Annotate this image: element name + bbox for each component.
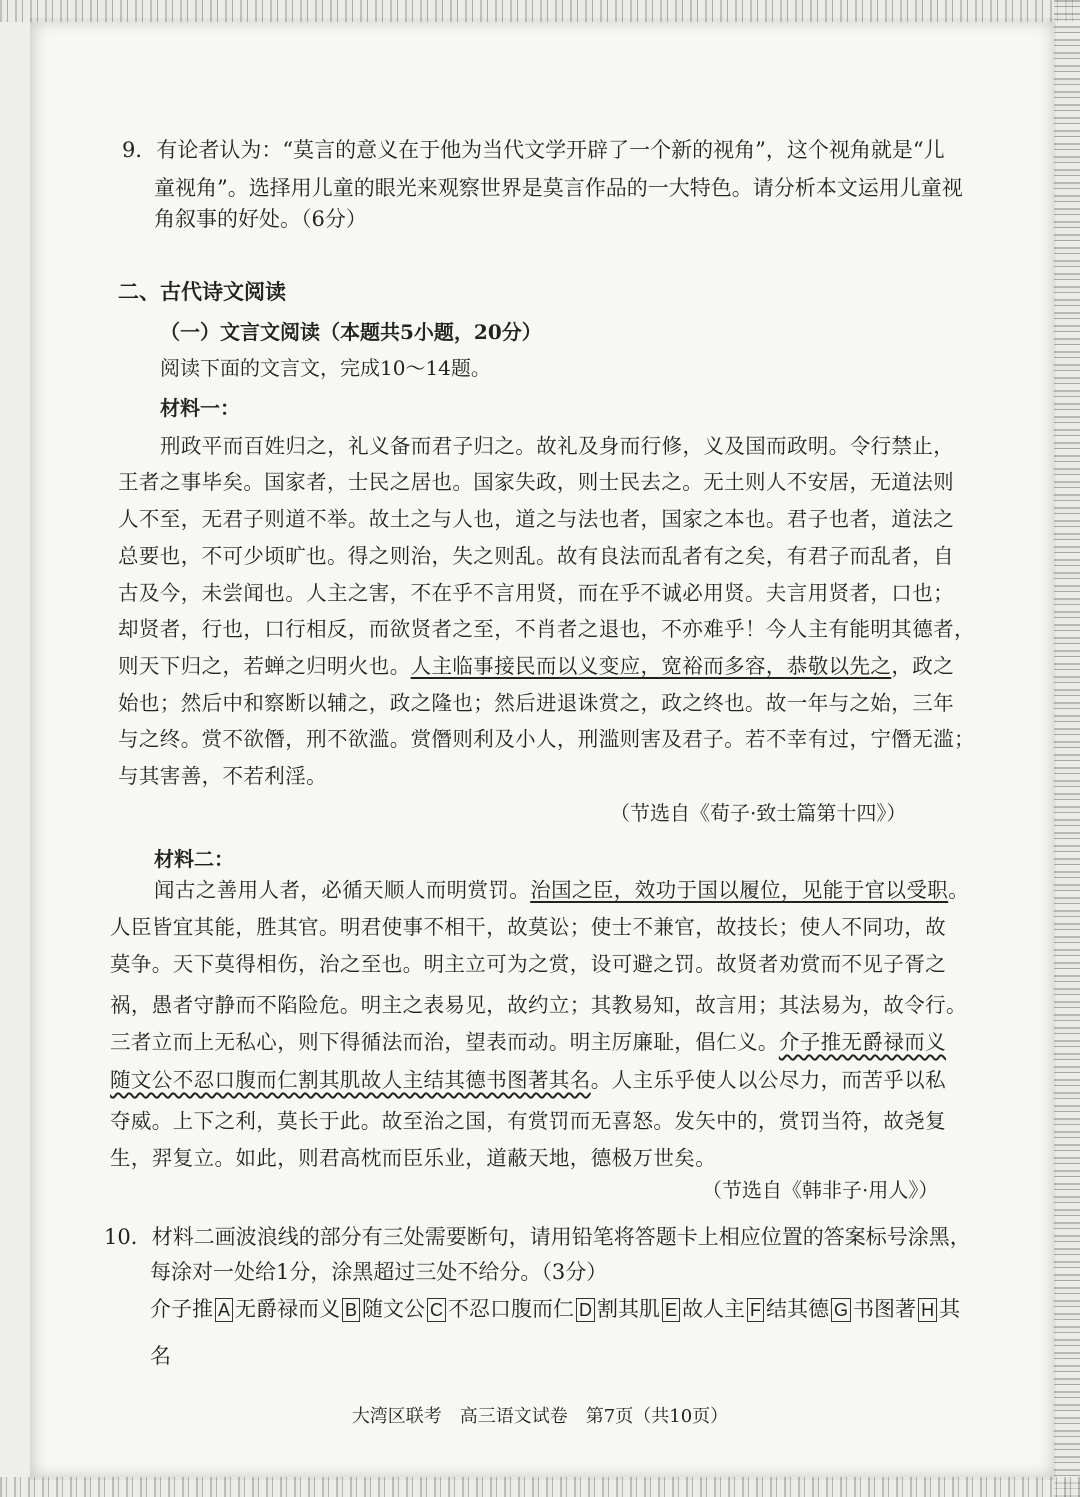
m2-wavy-underline-1: 介子推无爵禄而义 [778,1030,947,1054]
scan-noise-top [0,0,1080,22]
m2-line-8: 生，羿复立。如此，则君高枕而臣乐业，道蔽天地，德极万世矣。 [110,1146,717,1170]
m2-underlined-sentence: 治国之臣，效功于国以履位，见能于官以受职 [530,878,949,902]
page-footer: 大湾区联考 高三语文试卷 第7页（共10页） [351,1406,729,1427]
m1-line-8: 始也；然后中和察断以辅之，政之隆也；然后进退诛赏之，政之终也。故一年与之始，三年 [118,691,954,715]
m2-line-4: 祸，愚者守静而不陷险危。明主之表易见，故约立；其教易知，故言用；其法易为，故令行。 [110,993,967,1017]
section-title: 二、古代诗文阅读 [118,279,286,304]
m1-line-1: 刑政平而百姓归之，礼义备而君子归之。故礼及身而行修，义及国而政明。令行禁止， [160,434,955,458]
option-h[interactable]: H [918,1298,937,1322]
q10-segment: 故人主 [682,1297,746,1321]
m1-line-7-pre: 则天下归之，若蝉之归明火也。 [118,654,411,678]
material-2-label: 材料二： [154,847,234,871]
option-c[interactable]: C [427,1298,446,1322]
m1-line-4: 总要也，不可少顷旷也。得之则治，失之则乱。故有良法而乱者有之矣，有君子而乱者，自 [118,544,954,568]
m1-line-2: 王者之事毕矣。国家者，士民之居也。国家失政，则士民去之。无土则人不安居，无道法则 [118,470,954,494]
q10-segment: 介子推 [150,1297,213,1321]
scan-noise-bottom [0,1477,1080,1497]
section-subtitle: （一）文言文阅读（本题共5小题，20分） [160,320,542,344]
section-instruction: 阅读下面的文言文，完成10～14题。 [160,356,491,380]
m1-line-3: 人不至，无君子则道不举。故土之与人也，道之与法也者，国家之本也。君子也者，道法之 [118,507,954,531]
q9-line-2: 童视角”。选择用儿童的眼光来观察世界是莫言作品的一大特色。请分析本文运用儿童视 [154,176,963,200]
m1-line-7-post: ，政之 [891,654,955,678]
m1-underlined-sentence: 人主临事接民而以义变应，宽裕而多容，恭敬以先之 [410,654,892,678]
q10-last-char: 名 [150,1344,171,1368]
option-e[interactable]: E [662,1298,680,1322]
m1-line-5: 古及今，未尝闻也。人主之害，不在乎不言用贤，而在乎不诚必用贤。夫言用贤者，口也； [118,581,954,605]
q10-segment: 随文公 [362,1297,426,1321]
m2-line-2: 人臣皆宜其能，胜其官。明君使事不相干，故莫讼；使士不兼官，故技长；使人不同功，故 [110,915,946,939]
q9-line-3: 角叙事的好处。（6分） [154,207,367,231]
option-d[interactable]: D [576,1298,595,1322]
q10-segment: 无爵禄而义 [235,1297,341,1321]
m2-line-1-post: 。 [948,878,970,902]
m1-line-10: 与其害善，不若利淫。 [118,764,327,788]
option-g[interactable]: G [831,1298,851,1322]
q10-options-line [150,1293,960,1323]
q10-segment: 割其肌 [597,1297,661,1321]
m2-line-3: 莫争。天下莫得相伤，治之至也。明主立可为之赏，设可避之罚。故贤者劝赏而不见子胥之 [110,952,946,976]
material-2-source: （节选自《韩非子·用人》） [702,1178,939,1202]
m2-line-6 [110,1063,946,1093]
option-f[interactable]: F [747,1298,764,1322]
m2-line-5-pre: 三者立而上无私心，则下得循法而治，望表而动。明主厉廉耻，倡仁义。 [110,1030,779,1054]
q10-line-1: 10．材料二画波浪线的部分有三处需要断句，请用铅笔将答题卡上相应位置的答案标号涂黑， [104,1225,971,1249]
m2-line-6-post: 。人主乐乎使人以公尽力，而苦乎以私 [590,1068,947,1092]
q10-segment: 不忍口腹而仁 [448,1297,575,1321]
q10-segment: 其 [939,1297,961,1321]
scan-noise-right [1054,0,1080,1497]
q10-segment: 书图著 [853,1297,917,1321]
m2-line-5 [110,1025,946,1055]
material-1-source: （节选自《荀子·致士篇第十四》） [610,801,907,825]
m2-line-1 [154,873,969,903]
material-1-label: 材料一： [160,396,240,420]
m2-line-1-pre: 闻古之善用人者，必循天顺人而明赏罚。 [154,878,531,902]
m2-line-7: 夺威。上下之利，莫长于此。故至治之国，有赏罚而无喜怒。发矢中的，赏罚当符，故尧复 [110,1109,946,1133]
q10-line-2: 每涂对一处给1分，涂黑超过三处不给分。（3分） [150,1260,608,1284]
m1-line-9: 与之终。赏不欲僭，刑不欲滥。赏僭则利及小人，刑滥则害及君子。若不幸有过，宁僭无滥； [118,727,975,751]
option-b[interactable]: B [342,1298,360,1322]
m1-line-7 [118,649,954,679]
m2-wavy-underline-2: 随文公不忍口腹而仁割其肌故人主结其德书图著其名 [110,1068,591,1092]
m1-line-6: 却贤者，行也，口行相反，而欲贤者之至，不肖者之退也，不亦难乎！今人主有能明其德者， [118,617,975,641]
q10-segment: 结其德 [766,1297,830,1321]
q9-line-1: 9．有论者认为：“莫言的意义在于他为当代文学开辟了一个新的视角”，这个视角就是“儿 [122,138,945,162]
option-a[interactable]: A [215,1298,233,1322]
